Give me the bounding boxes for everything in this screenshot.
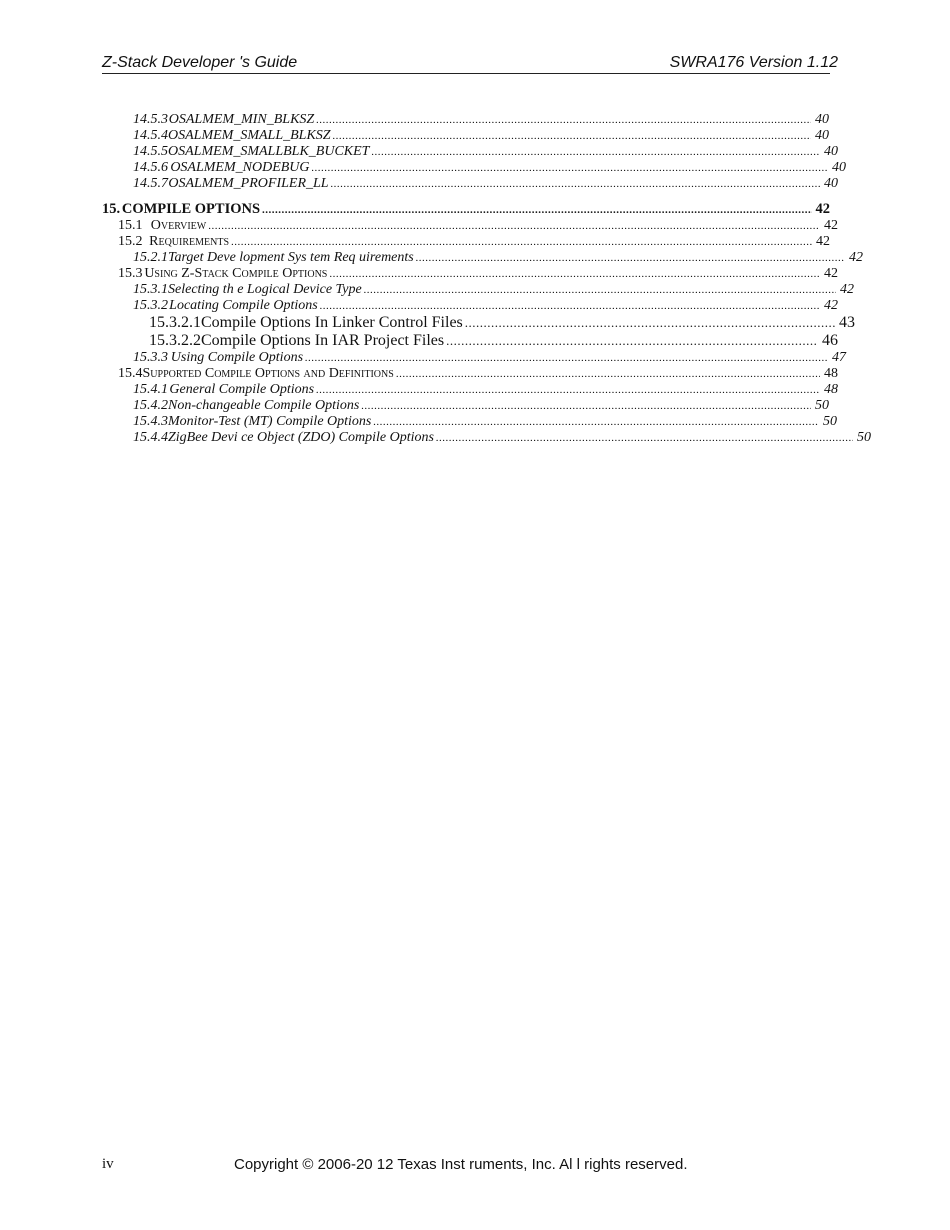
- copyright-notice: Copyright © 2006-20 12 Texas Inst ruments, Inc. Al l rights reserved.: [234, 1156, 688, 1173]
- toc-entry[interactable]: [102, 201, 830, 218]
- toc-entry-page: 42: [824, 266, 838, 281]
- toc-entry[interactable]: [118, 217, 838, 234]
- toc-entry[interactable]: [133, 381, 838, 398]
- toc-entry-title: OSALMEM_NODEBUG: [170, 160, 310, 175]
- toc-entry-title: Overview: [150, 218, 207, 233]
- toc-entry-title: COMPILE OPTIONS: [121, 201, 261, 217]
- toc-entry[interactable]: [133, 249, 863, 266]
- toc-entry[interactable]: [133, 175, 838, 192]
- toc-entry-number: 15.4: [118, 366, 143, 381]
- toc-entry-number: 15.3.2.2: [149, 332, 201, 349]
- toc-leader-dots: [331, 175, 820, 193]
- toc-entry-title: OSALMEM_PROFILER_LL: [168, 176, 329, 191]
- toc-entry-page: 47: [832, 350, 846, 365]
- toc-entry-number: 15.2.1: [133, 250, 168, 265]
- toc-leader-dots: [446, 331, 818, 350]
- toc-entry-title: OSALMEM_SMALLBLK_BUCKET: [168, 144, 370, 159]
- toc-leader-dots: [465, 313, 835, 332]
- toc-entry[interactable]: [133, 143, 838, 160]
- toc-entry[interactable]: [133, 159, 846, 176]
- toc-entry-title: ZigBee Devi ce Object (ZDO) Compile Options: [168, 430, 434, 445]
- toc-entry-page: 42: [849, 250, 863, 265]
- toc-entry-page: 50: [815, 398, 829, 413]
- toc-entry-page: 48: [824, 366, 838, 381]
- toc-entry[interactable]: [133, 297, 838, 314]
- toc-entry-title: General Compile Options: [169, 382, 315, 397]
- toc-entry[interactable]: [133, 429, 871, 446]
- toc-entry-title: Locating Compile Options: [169, 298, 318, 313]
- toc-entry-page: 48: [824, 382, 838, 397]
- toc-entry[interactable]: [149, 331, 838, 350]
- toc-entry-page: 42: [840, 282, 854, 297]
- toc-entry[interactable]: [118, 265, 838, 282]
- toc-entry-number: 14.5.5: [133, 144, 168, 159]
- toc-entry-number: 15.4.1: [133, 382, 168, 397]
- toc-entry-title: Requirements: [149, 234, 230, 249]
- toc-entry-title: Target Deve lopment Sys tem Req uirements: [168, 250, 414, 265]
- toc-entry[interactable]: [118, 365, 838, 382]
- toc-entry[interactable]: [149, 313, 855, 332]
- document-version: SWRA176 Version 1.12: [669, 54, 838, 71]
- toc-entry-number: 14.5.6: [133, 160, 168, 175]
- toc-entry-title: Compile Options In Linker Control Files: [201, 314, 463, 331]
- toc-entry-page: 50: [857, 430, 871, 445]
- toc-entry-page: 40: [824, 176, 838, 191]
- toc-entry[interactable]: [133, 349, 846, 366]
- toc-entry-page: 40: [815, 128, 829, 143]
- toc-entry-page: 40: [815, 112, 829, 127]
- toc-entry-number: 15.4.4: [133, 430, 168, 445]
- page-header: [102, 54, 838, 74]
- toc-entry-number: 14.5.7: [133, 176, 168, 191]
- toc-entry-title: Non-changeable Compile Options: [168, 398, 360, 413]
- toc-entry-page: 40: [832, 160, 846, 175]
- toc-entry-title: Monitor-Test (MT) Compile Options: [168, 414, 372, 429]
- toc-entry-page: 50: [823, 414, 837, 429]
- toc-entry-title: Using Compile Options: [170, 350, 304, 365]
- toc-entry-number: 15.4.2: [133, 398, 168, 413]
- toc-entry-number: 15.3.2: [133, 298, 168, 313]
- toc-entry-title: Using Z-Stack Compile Options: [144, 266, 328, 281]
- toc-entry-number: 14.5.3: [133, 112, 168, 127]
- toc-entry[interactable]: [133, 397, 829, 414]
- toc-entry-number: 15.1: [118, 218, 143, 233]
- toc-entry[interactable]: [133, 413, 837, 430]
- toc-entry-page: 42: [816, 234, 830, 249]
- toc-entry[interactable]: [133, 111, 829, 128]
- toc-entry[interactable]: [133, 281, 854, 298]
- toc-entry[interactable]: [133, 127, 829, 144]
- toc-entry-page: 42: [815, 201, 830, 217]
- toc-entry-page: 40: [824, 144, 838, 159]
- toc-entry-title: OSALMEM_SMALL_BLKSZ: [168, 128, 331, 143]
- toc-entry-number: 15.2: [118, 234, 143, 249]
- toc-entry-title: Supported Compile Options and Definitions: [142, 366, 394, 381]
- toc-entry-page: 43: [839, 314, 855, 331]
- toc-entry-page: 46: [822, 332, 838, 349]
- toc-entry-number: 15.3.2.1: [149, 314, 201, 331]
- toc-entry-title: Compile Options In IAR Project Files: [201, 332, 445, 349]
- toc-entry-number: 15.4.3: [133, 414, 168, 429]
- toc-entry-number: 15.3: [118, 266, 143, 281]
- toc-entry-number: 15.3.1: [133, 282, 168, 297]
- toc-entry-page: 42: [824, 218, 838, 233]
- document-title: Z-Stack Developer 's Guide: [102, 54, 298, 71]
- toc-entry-number: 14.5.4: [133, 128, 168, 143]
- toc-leader-dots: [436, 429, 853, 447]
- toc-entry-page: 42: [824, 298, 838, 313]
- page-number: iv: [102, 1156, 114, 1172]
- toc-entry-number: 15.: [102, 201, 121, 217]
- toc-entry[interactable]: [118, 233, 830, 250]
- toc-entry-title: Selecting th e Logical Device Type: [168, 282, 362, 297]
- toc-entry-title: OSALMEM_MIN_BLKSZ: [168, 112, 315, 127]
- toc-entry-number: 15.3.3: [133, 350, 168, 365]
